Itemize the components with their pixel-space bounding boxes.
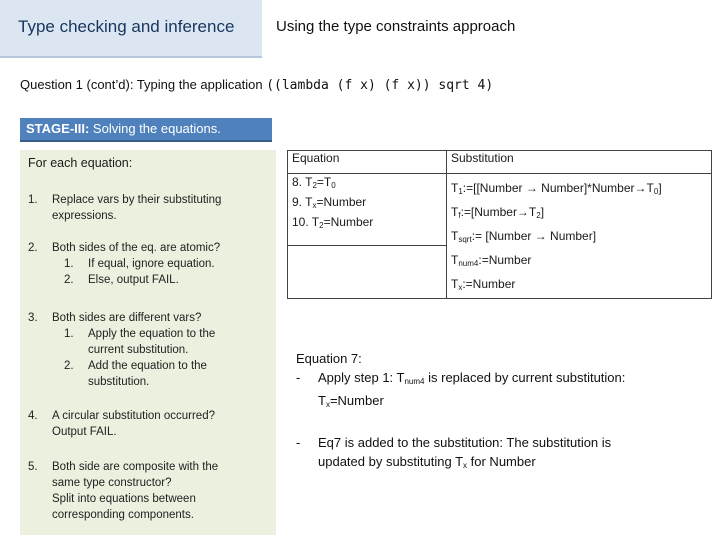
sub-step: 1. If equal, ignore equation. [64, 258, 215, 270]
step-line: expressions. [52, 210, 117, 222]
eq7-title: Equation 7: [296, 351, 362, 366]
step-number: 1. [28, 194, 38, 206]
substitution-header: Substitution [447, 151, 712, 174]
step-line: same type constructor? [52, 477, 172, 489]
step-line: Both sides of the eq. are atomic? [52, 242, 221, 254]
step-line: Replace vars by their substituting [52, 194, 222, 206]
question-line [20, 77, 493, 93]
eq7-bullet: - Apply step 1: $T_{num4}$ is replaced by current substitution: $T_x=Number$ [296, 370, 626, 409]
equation-line: 8. $T_2=T_0$ [292, 175, 336, 190]
equation-line: 10. $T_2=Number$ [292, 215, 374, 230]
step-number: 4. [28, 410, 38, 422]
empty-equation-cell [288, 245, 447, 298]
step-line: Split into equations between [52, 493, 196, 505]
substitution-line: $T_{num4}:=Number$ [451, 253, 532, 268]
stage-text: Solving the equations. [89, 121, 221, 136]
question-code: ((lambda (f x) (f x)) sqrt 4) [266, 78, 494, 93]
question-label: Question 1 (cont’d): Typing the application [20, 77, 263, 92]
substitution-line: $T_{sqrt}:=$ [Number → Number] [451, 229, 597, 244]
sub-step: 2. Add the equation to the substitution. [64, 360, 207, 388]
header [0, 0, 720, 56]
algorithm-title: For each equation: [28, 156, 133, 170]
step-number: 5. [28, 461, 38, 473]
substitution-line: $T_f:=[Number\to T_2]$ [451, 205, 545, 220]
step-line: corresponding components. [52, 509, 194, 521]
substitution-cell [447, 174, 712, 299]
algorithm-panel [20, 150, 276, 535]
sub-step: 2. Else, output FAIL. [64, 274, 179, 286]
step-line: Both sides are different vars? [52, 312, 202, 324]
sub-step: 1. Apply the equation to the current substitution. [64, 328, 216, 356]
eq7-bullet: - Eq7 is added to the substitution: The substitution is updated by substituting $T_x$ for Number [296, 435, 612, 470]
header-subtitle: Using the type constraints approach [276, 18, 516, 35]
equation-line: 9. $T_x=Number$ [292, 195, 367, 210]
equation-7-notes [296, 349, 625, 475]
equation-cell [288, 174, 447, 246]
step-number: 2. [28, 242, 38, 254]
header-title-box [0, 0, 262, 58]
header-title: Type checking and inference [18, 17, 235, 36]
substitution-line: $T_1:=[[Number$ → $Number]*Number\to T_0$] [451, 181, 662, 196]
step-line: Output FAIL. [52, 426, 117, 438]
stage-label: STAGE-III: [26, 121, 90, 136]
stage-banner [20, 118, 272, 140]
substitution-line: $T_x:=Number$ [451, 277, 516, 292]
step-line: Both side are composite with the [52, 461, 219, 473]
equation-header: Equation [288, 151, 447, 174]
step-line: A circular substitution occurred? [52, 410, 215, 422]
step-number: 3. [28, 312, 38, 324]
equation-table [287, 150, 712, 299]
